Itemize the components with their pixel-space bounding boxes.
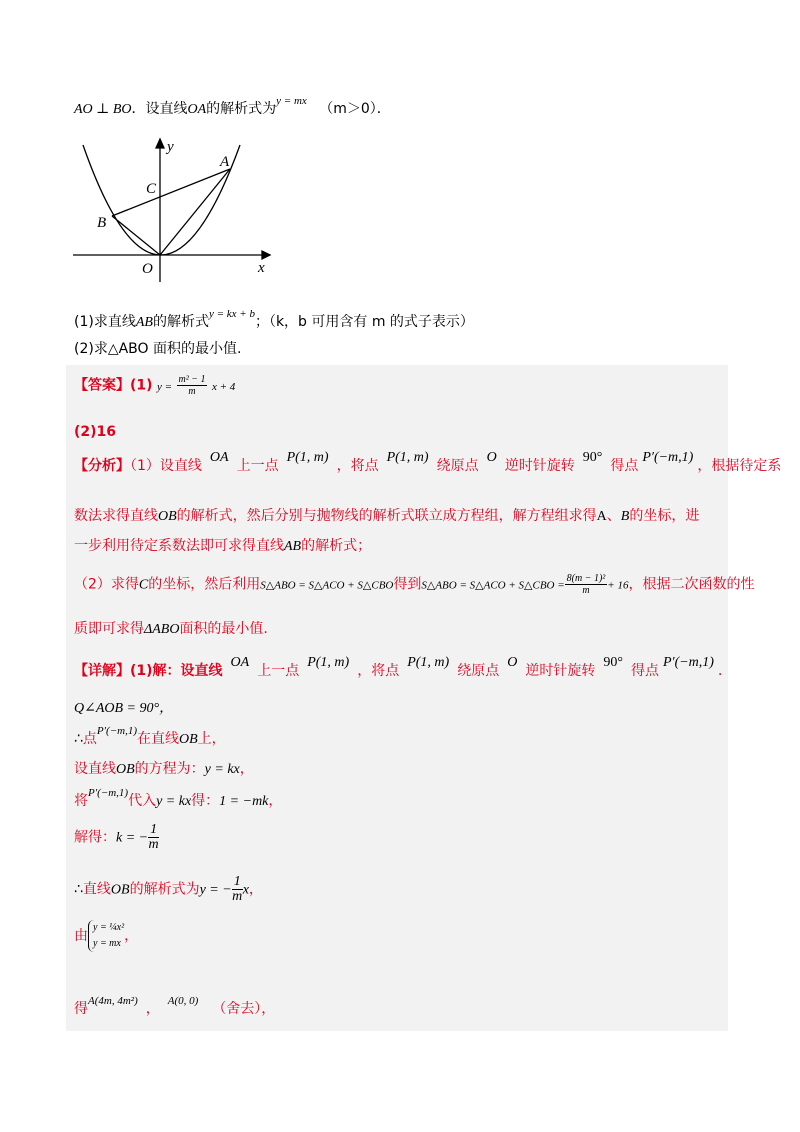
parabola-curve xyxy=(83,145,240,255)
question-2: (2)求△ABO 面积的最小值. xyxy=(74,341,242,357)
label-x: x xyxy=(258,260,265,276)
label-c: C xyxy=(146,181,157,197)
perp-expr: AO ⊥ BO xyxy=(74,102,132,117)
analysis-line-5: 质即可求得ΔABO面积的最小值. xyxy=(74,621,268,637)
detail-line-8: 由 y = ¼x² y = mx ， xyxy=(74,920,138,952)
ob-fraction: $\frac{1}{m}$ xyxy=(232,874,243,904)
segment-oa xyxy=(160,169,230,255)
k-fraction: $\frac{1}{m}$ xyxy=(148,822,159,852)
detail-line-4: 设直线OB的方程为：y = kx， xyxy=(74,761,254,777)
oa-label: OA xyxy=(187,102,207,117)
analysis-line-3: 一步利用待定系数法即可求得直线AB的解析式； xyxy=(74,538,372,554)
y-axis-arrow xyxy=(156,139,164,148)
label-y: y xyxy=(167,139,174,155)
answer-label: 【答案】 xyxy=(74,377,130,394)
intro-text-2: 的解析式为 xyxy=(206,101,277,117)
label-b: B xyxy=(97,215,107,231)
detail-line-7: ∴直线OB的解析式为y = − $\frac{1}{m}$ x， xyxy=(74,874,263,904)
equation-system: y = ¼x² y = mx xyxy=(88,920,124,952)
question-1: (1)求直线AB的解析式$^{y = kx + b}$；（k，b 可用含有 m 的式子表示） xyxy=(74,308,474,330)
analysis-line-1: 【分析】（1）设直线OA上一点P(1, m)，将点P(1, m)绕原点O逆时针旋转90°得点P′(−m,1)，根据待定系 xyxy=(74,450,782,474)
label-a: A xyxy=(220,154,230,170)
parabola-figure xyxy=(70,135,300,285)
analysis-line-2: 数法求得直线OB的解析式，然后分别与抛物线的解析式联立成方程组，解方程组求得A、B的坐标，进 xyxy=(74,508,700,524)
answer-line-1: 【答案】(1) y = $\frac{\text{m² − 1}}{m}$ x + 4 xyxy=(74,374,236,397)
segment-ob xyxy=(112,216,160,255)
intro-equation: y = mx xyxy=(276,95,307,107)
intro-text-1: ．设直线 xyxy=(131,101,188,117)
label-o: O xyxy=(142,261,153,277)
detail-line-5: 将$^{P'(-m,1)}$代入y = kx得：1 = −mk， xyxy=(74,787,283,809)
answer-fraction: $\frac{\text{m² − 1}}{m}$ xyxy=(178,374,206,397)
analysis-line-4: （2）求得C的坐标，然后利用S△ABO = S△ACO + S△CBO得到S△ABO = S△ACO + S△CBO = $\frac{\text{8(m − 1)²}}{m}$ + 16，根据二次函数的性 xyxy=(74,573,755,596)
intro-condition: （m＞0）． xyxy=(319,101,391,117)
detail-line-9: 得$^{A(4m, 4m^2)}$ ， $^{A(0, 0)}$ （舍去）， xyxy=(74,995,276,1017)
detail-line-6: 解得：k = − $\frac{1}{m}$ xyxy=(74,822,159,852)
intro-line xyxy=(74,95,391,118)
detail-line-1: 【详解】(1)解：设直线OA上一点P(1, m)，将点P(1, m)绕原点O逆时针旋转90°得点P′(−m,1)． xyxy=(74,655,732,679)
area-fraction: $\frac{\text{8(m − 1)²}}{m}$ xyxy=(566,573,606,596)
x-axis-arrow xyxy=(262,251,270,259)
answer-line-2: (2)16 xyxy=(74,424,117,440)
detail-line-3: ∴点$^{P'(-m,1)}$在直线OB上， xyxy=(74,725,226,747)
detail-line-2: Q∠AOB = 90°， xyxy=(74,701,174,716)
